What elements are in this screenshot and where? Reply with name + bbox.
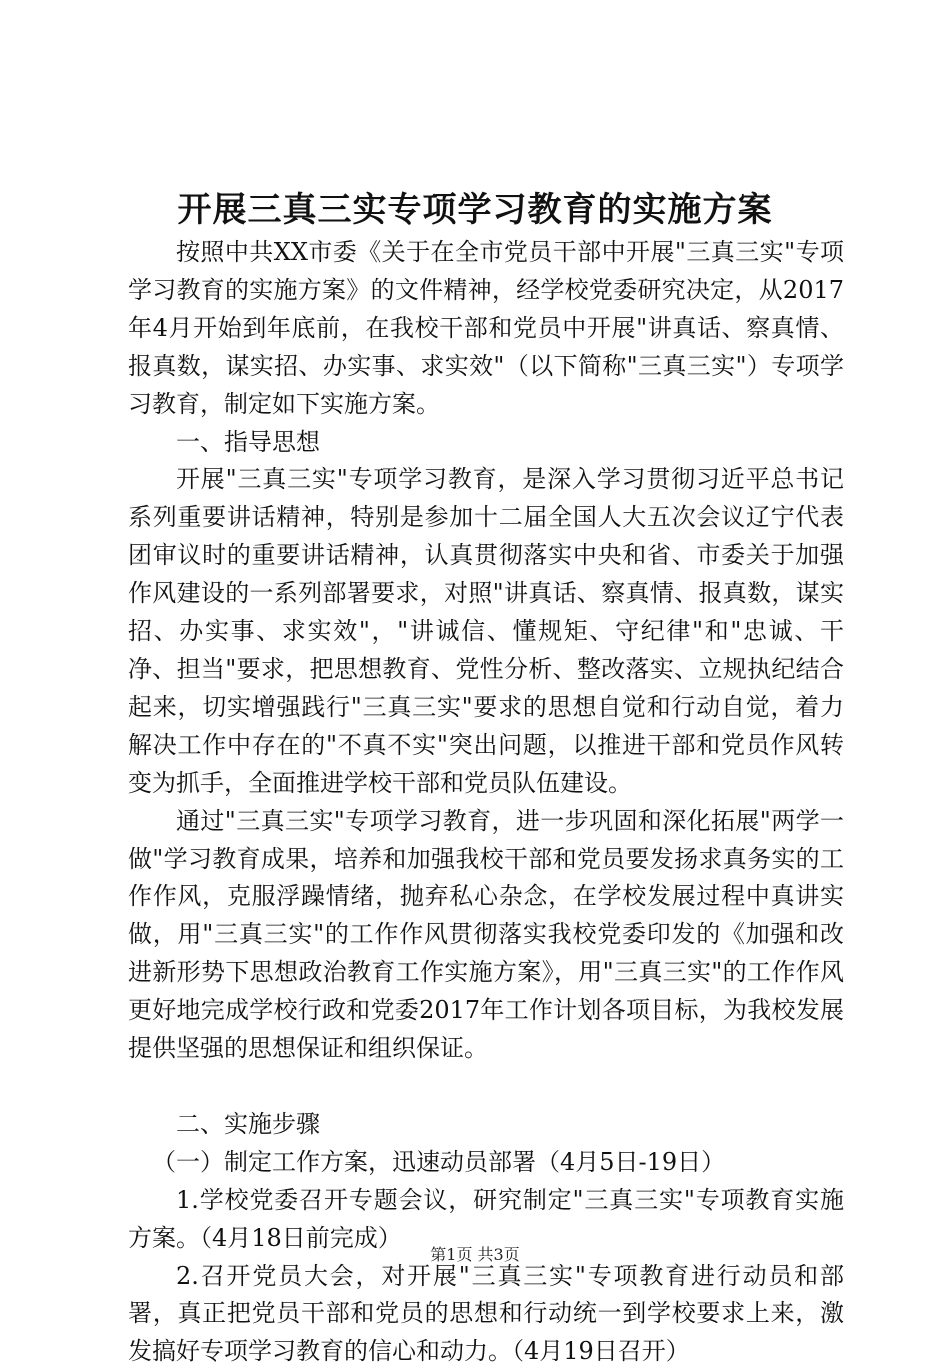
- subsection-heading: （一）制定工作方案，迅速动员部署（4月5日-19日）: [152, 1147, 726, 1176]
- page-footer: 第1页 共3页: [430, 1245, 520, 1264]
- body-paragraph: 通过"三真三实"专项学习教育，进一步巩固和深化拓展"两学一做"学习教育成果，培养和加强我校干部和党员要发扬求真务实的工作作风，克服浮躁情绪，抛弃私心杂念，在学校发展过程中真讲实做，用"三真三实"的工作作风贯彻落实我校党委印发的《加强和改进新形势下思想政治教育工作实施方案》，用"三真三实"的工作作风更好地完成学校行政和党委2017年工作计划各项目标，为我校发展提供坚强的思想保证和组织保证。: [128, 806, 844, 1063]
- paragraph-spacer: [128, 1068, 844, 1106]
- section-heading-implementation-steps: 二、实施步骤: [176, 1109, 320, 1138]
- document-title: 开展三真三实专项学习教育的实施方案: [177, 190, 773, 230]
- list-item: 1.学校党委召开专题会议，研究制定"三真三实"专项教育实施方案。（4月18日前完成）: [128, 1185, 844, 1252]
- intro-paragraph: 按照中共XX市委《关于在全市党员干部中开展"三真三实"专项学习教育的实施方案》的文件精神，经学校党委研究决定，从2017年4月开始到年底前，在我校干部和党员中开展"讲真话、察真情、报真数，谋实招、办实事、求实效"（以下简称"三真三实"）专项学习教育，制定如下实施方案。: [128, 238, 844, 418]
- document-body: [128, 234, 844, 1371]
- section-heading-guiding-ideology: 一、指导思想: [176, 427, 320, 456]
- body-paragraph: 开展"三真三实"专项学习教育，是深入学习贯彻习近平总书记系列重要讲话精神，特别是参加十二届全国人大五次会议辽宁代表团审议时的重要讲话精神，认真贯彻落实中央和省、市委关于加强作风建设的一系列部署要求，对照"讲真话、察真情、报真数，谋实招、办实事、求实效"，"讲诚信、懂规矩、守纪律"和"忠诚、干净、担当"要求，把思想教育、党性分析、整改落实、立规执纪结合起来，切实增强践行"三真三实"要求的思想自觉和行动自觉，着力解决工作中存在的"不真不实"突出问题，以推进干部和党员作风转变为抓手，全面推进学校干部和党员队伍建设。: [128, 465, 844, 797]
- list-item: 2.召开党员大会，对开展"三真三实"专项教育进行动员和部署，真正把党员干部和党员的思想和行动统一到学校要求上来，激发搞好专项学习教育的信心和动力。（4月19日召开）: [128, 1261, 844, 1366]
